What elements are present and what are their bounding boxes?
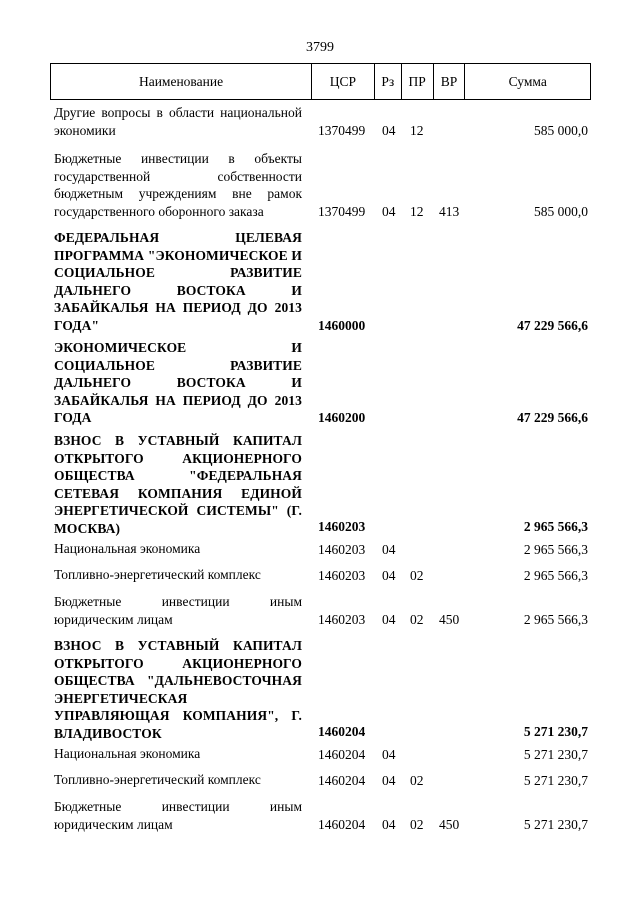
row-sum: 2 965 566,3	[523, 541, 588, 557]
column-header-sum: Сумма	[464, 64, 590, 99]
row-rz: 04	[382, 203, 396, 219]
row-csr: 1370499	[318, 203, 366, 219]
row-name: Другие вопросы в области национальной экономики	[54, 105, 302, 138]
column-header-csr: ЦСР	[311, 64, 374, 99]
row-name: Бюджетные инвестиции иным юридическим лицам	[54, 594, 302, 627]
row-rz: 04	[382, 772, 396, 788]
row-pr: 12	[410, 122, 424, 138]
row-csr: 1460000	[318, 317, 366, 333]
row-sum: 5 271 230,7	[523, 816, 588, 832]
row-rz: 04	[382, 567, 396, 583]
row-csr: 1460204	[318, 746, 366, 762]
row-name: ВЗНОС В УСТАВНЫЙ КАПИТАЛ ОТКРЫТОГО АКЦИОНЕРНОГО ОБЩЕСТВА "ДАЛЬНЕВОСТОЧНАЯ ЭНЕРГЕТИЧЕСКАЯ УПРАВЛЯЮЩАЯ КОМПАНИЯ", Г. ВЛАДИВОСТОК	[54, 638, 302, 741]
column-header-name: Наименование	[138, 73, 224, 89]
table-row	[52, 637, 590, 740]
row-sum: 5 271 230,7	[523, 746, 588, 762]
row-sum: 5 271 230,7	[523, 723, 588, 739]
row-sum: 2 965 566,3	[523, 611, 588, 627]
row-vr: 450	[439, 611, 460, 627]
row-sum: 2 965 566,3	[523, 567, 588, 583]
row-name: Бюджетные инвестиции иным юридическим лицам	[54, 799, 302, 832]
row-pr: 02	[410, 611, 424, 627]
row-pr: 12	[410, 203, 424, 219]
column-header-pr: ПР	[401, 64, 433, 99]
row-name: Национальная экономика	[54, 746, 201, 761]
row-pr: 02	[410, 567, 424, 583]
row-vr: 413	[439, 203, 460, 219]
row-sum: 5 271 230,7	[523, 772, 588, 788]
row-name: Топливно-энергетический комплекс	[54, 772, 261, 787]
row-csr: 1460203	[318, 541, 366, 557]
table-row	[52, 566, 590, 584]
table-row	[52, 432, 590, 535]
row-name: ФЕДЕРАЛЬНАЯ ЦЕЛЕВАЯ ПРОГРАММА "ЭКОНОМИЧЕСКОЕ И СОЦИАЛЬНОЕ РАЗВИТИЕ ДАЛЬНЕГО ВОСТОКА И ЗАБАЙКАЛЬЯ НА ПЕРИОД ДО 2013 ГОДА"	[54, 230, 302, 333]
table-row	[52, 593, 590, 628]
row-csr: 1460200	[318, 409, 366, 425]
row-rz: 04	[382, 816, 396, 832]
page-number: 3799	[306, 40, 334, 55]
table-row	[52, 229, 590, 334]
table-header	[50, 63, 591, 100]
column-header-vr: ВР	[433, 64, 465, 99]
table-row	[52, 104, 590, 139]
row-csr: 1460204	[318, 816, 366, 832]
table-row	[52, 339, 590, 426]
row-rz: 04	[382, 122, 396, 138]
row-sum: 47 229 566,6	[517, 409, 588, 425]
row-sum: 47 229 566,6	[517, 317, 588, 333]
row-rz: 04	[382, 746, 396, 762]
row-sum: 2 965 566,3	[523, 518, 588, 534]
row-pr: 02	[410, 772, 424, 788]
table-row	[52, 540, 590, 558]
table-row	[52, 798, 590, 833]
row-csr: 1460204	[318, 772, 366, 788]
row-name: Бюджетные инвестиции в объекты государственной собственности бюджетным учреждениям вне рамок государственного оборонного заказа	[54, 151, 302, 219]
table-row	[52, 150, 590, 220]
row-rz: 04	[382, 611, 396, 627]
row-name: Национальная экономика	[54, 541, 201, 556]
row-csr: 1460203	[318, 611, 366, 627]
row-name: Топливно-энергетический комплекс	[54, 567, 261, 582]
row-csr: 1460204	[318, 723, 366, 739]
row-name: ЭКОНОМИЧЕСКОЕ И СОЦИАЛЬНОЕ РАЗВИТИЕ ДАЛЬНЕГО ВОСТОКА И ЗАБАЙКАЛЬЯ НА ПЕРИОД ДО 2013 ГОДА	[54, 340, 302, 425]
table-row	[52, 745, 590, 763]
row-vr: 450	[439, 816, 460, 832]
column-header-rz: Рз	[374, 64, 401, 99]
row-sum: 585 000,0	[534, 122, 588, 138]
row-sum: 585 000,0	[534, 203, 588, 219]
row-pr: 02	[410, 816, 424, 832]
row-rz: 04	[382, 541, 396, 557]
table-row	[52, 771, 590, 789]
row-csr: 1460203	[318, 567, 366, 583]
row-csr: 1460203	[318, 518, 366, 534]
row-name: ВЗНОС В УСТАВНЫЙ КАПИТАЛ ОТКРЫТОГО АКЦИОНЕРНОГО ОБЩЕСТВА "ФЕДЕРАЛЬНАЯ СЕТЕВАЯ КОМПАНИЯ ЕДИНОЙ ЭНЕРГЕТИЧЕСКОЙ СИСТЕМЫ" (Г. МОСКВА)	[54, 433, 302, 536]
row-csr: 1370499	[318, 122, 366, 138]
